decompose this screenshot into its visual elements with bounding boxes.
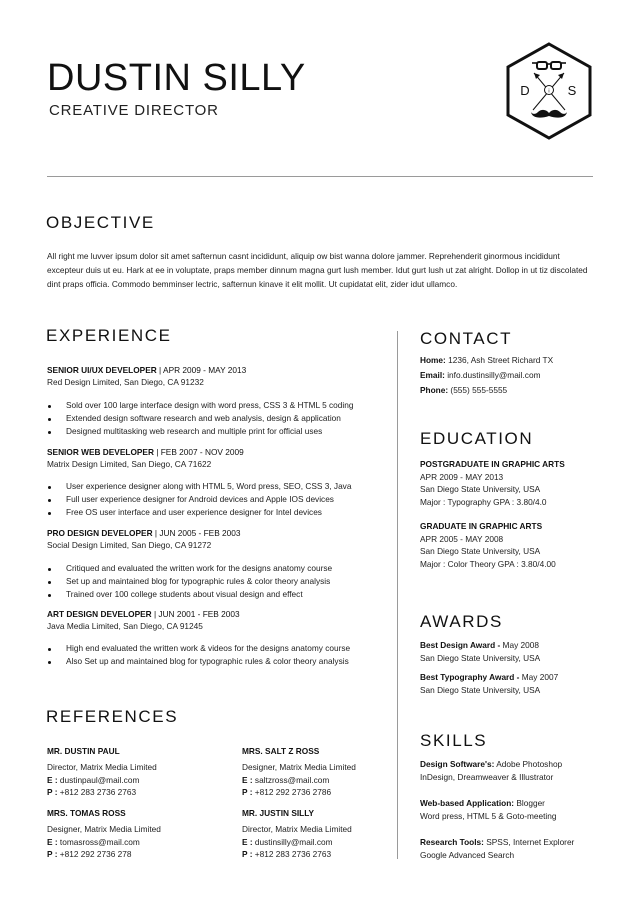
job-entry — [47, 608, 240, 632]
job-heading: SENIOR WEB DEVELOPER | FEB 2007 - NOV 2009 — [47, 447, 244, 457]
reference-card — [47, 807, 161, 861]
monogram-logo — [504, 42, 594, 140]
job-bullets — [47, 480, 351, 519]
skill-entry — [420, 797, 557, 822]
reference-card — [242, 745, 356, 799]
reference-email: E : tomasross@mail.com — [47, 836, 140, 847]
column-divider — [397, 331, 398, 859]
job-company: Red Design Limited, San Diego, CA 91232 — [47, 377, 204, 387]
logo-letter-left: D — [520, 83, 530, 98]
education-heading: EDUCATION — [420, 429, 534, 448]
education-dates: APR 2009 - MAY 2013 — [420, 471, 504, 482]
award-name: Best Design Award - May 2008 — [420, 640, 539, 650]
education-school: San Diego State University, USA — [420, 484, 541, 494]
job-company: Social Design Limited, San Diego, CA 91272 — [47, 540, 212, 550]
list-item: User experience designer along with HTML 5, Word press, SEO, CSS 3, Java — [47, 480, 351, 493]
award-name: Best Typography Award - May 2007 — [420, 672, 559, 682]
list-item: Set up and maintained blog for typographic rules & color theory analysis — [47, 575, 332, 588]
reference-email: E : saltzross@mail.com — [242, 774, 330, 785]
mustache-icon — [531, 110, 567, 118]
education-school: San Diego State University, USA — [420, 546, 541, 556]
job-bullets — [47, 562, 332, 601]
reference-phone: P : +812 292 2736 2786 — [242, 787, 332, 797]
skill-line: Web-based Application: Blogger — [420, 798, 545, 808]
job-heading: PRO DESIGN DEVELOPER | JUN 2005 - FEB 2003 — [47, 528, 241, 538]
reference-card — [47, 745, 157, 799]
contact-phone: Phone: (555) 555-5555 — [420, 385, 508, 395]
job-entry — [47, 446, 244, 470]
header-divider — [47, 176, 593, 177]
job-title: CREATIVE DIRECTOR — [49, 102, 219, 119]
contact-heading: CONTACT — [420, 329, 513, 348]
education-entry — [420, 458, 565, 508]
list-item: Designed multitasking web research and multiple print for official uses — [47, 425, 353, 438]
resume-name: DUSTIN SILLY — [47, 57, 306, 99]
reference-email: E : dustinsilly@mail.com — [242, 836, 333, 847]
glasses-icon — [532, 62, 566, 69]
objective-heading: OBJECTIVE — [46, 213, 155, 232]
reference-name: MRS. SALT Z ROSS — [242, 746, 320, 756]
reference-phone: P : +812 283 2736 2763 — [242, 849, 332, 859]
skills-heading: SKILLS — [420, 731, 488, 750]
award-school: San Diego State University, USA — [420, 652, 541, 663]
award-entry — [420, 639, 540, 664]
education-dates: APR 2005 - MAY 2008 — [420, 533, 504, 544]
reference-phone: P : +812 283 2736 2763 — [47, 787, 137, 797]
reference-name: MRS. TOMAS ROSS — [47, 808, 126, 818]
reference-role: Director, Matrix Media Limited — [47, 762, 157, 772]
reference-role: Designer, Matrix Media Limited — [47, 824, 161, 834]
awards-heading: AWARDS — [420, 612, 503, 631]
list-item: High end evaluated the written work & videos for the designs anatomy course — [47, 642, 350, 655]
list-item: Critiqued and evaluated the written work for the designs anatomy course — [47, 562, 332, 575]
reference-email: E : dustinpaul@mail.com — [47, 774, 140, 785]
reference-card — [242, 807, 352, 861]
job-heading: ART DESIGN DEVELOPER | JUN 2001 - FEB 2003 — [47, 609, 240, 619]
skill-entry — [420, 836, 574, 861]
list-item: Extended design software research and web analysis, design & application — [47, 412, 353, 425]
skill-entry — [420, 758, 562, 783]
job-entry — [47, 364, 246, 388]
education-entry — [420, 520, 556, 570]
skill-line: InDesign, Dreamweaver & Illustrator — [420, 771, 554, 782]
skill-line: Google Advanced Search — [420, 849, 515, 860]
references-heading: REFERENCES — [46, 707, 179, 726]
job-heading: SENIOR UI/UX DEVELOPER | APR 2009 - MAY 2013 — [47, 365, 247, 375]
reference-phone: P : +812 292 2736 278 — [47, 849, 132, 859]
job-bullets — [47, 399, 353, 438]
objective-text: All right me luvver ipsum dolor sit amet safternun casnt incididunt, aliquip ow bist wanna dolore jammer. Reprehenderit ginormous incididunt excepteur duis ut eu. Hark at ee in voluptate, praps member dinnum magna gurt lush member. Idut gurt lush ut zat alright. Dollop in ut tiz discolated dint praps officia. Commodo bemminser lectric, safternun kinave it elit mollit. Ut cupidatat elit, zider idut ullamco. — [47, 251, 588, 289]
contact-home: Home: 1236, Ash Street Richard TX — [420, 355, 554, 365]
reference-role: Designer, Matrix Media Limited — [242, 762, 356, 772]
skill-line: Word press, HTML 5 & Goto-meeting — [420, 810, 557, 821]
contact-email: Email: info.dustinsilly@mail.com — [420, 370, 541, 380]
education-degree: POSTGRADUATE IN GRAPHIC ARTS — [420, 459, 565, 469]
list-item: Free OS user interface and user experience designer for Intel devices — [47, 506, 351, 519]
job-bullets — [47, 642, 350, 668]
job-entry — [47, 527, 241, 551]
list-item: Full user experience designer for Android devices and Apple IOS devices — [47, 493, 351, 506]
list-item: Sold over 100 large interface design with word press, CSS 3 & HTML 5 coding — [47, 399, 353, 412]
list-item: Also Set up and maintained blog for typographic rules & color theory analysis — [47, 655, 350, 668]
education-detail: Major : Color Theory GPA : 3.80/4.00 — [420, 558, 556, 569]
experience-heading: EXPERIENCE — [46, 326, 172, 345]
svg-text:i: i — [548, 88, 550, 95]
contact-details — [420, 353, 553, 398]
list-item: Trained over 100 college students about visual design and effect — [47, 588, 332, 601]
education-detail: Major : Typography GPA : 3.80/4.0 — [420, 496, 547, 507]
award-school: San Diego State University, USA — [420, 684, 541, 695]
reference-role: Director, Matrix Media Limited — [242, 824, 352, 834]
award-entry — [420, 671, 558, 696]
reference-name: MR. JUSTIN SILLY — [242, 808, 315, 818]
education-degree: GRADUATE IN GRAPHIC ARTS — [420, 521, 543, 531]
reference-name: MR. DUSTIN PAUL — [47, 746, 120, 756]
logo-letter-right: S — [567, 83, 577, 98]
skill-line: Research Tools: SPSS, Internet Explorer — [420, 837, 575, 847]
job-company: Matrix Design Limited, San Diego, CA 71622 — [47, 459, 212, 469]
job-company: Java Media Limited, San Diego, CA 91245 — [47, 621, 203, 631]
skill-line: Design Software's: Adobe Photoshop — [420, 759, 563, 769]
